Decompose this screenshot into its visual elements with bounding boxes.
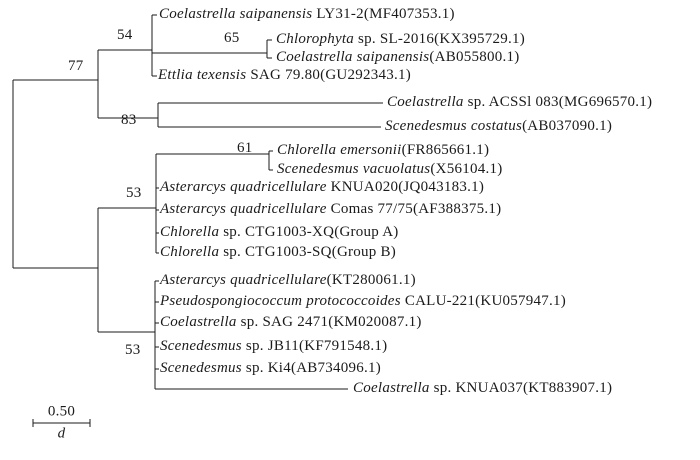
bootstrap-value: 61 <box>237 140 253 157</box>
taxon-scientific-name: Chlorella <box>160 244 220 261</box>
taxon-strain-accession: sp. ACSSl 083(MG696570.1) <box>463 94 653 111</box>
taxon-strain-accession: SAG 79.80(GU292343.1) <box>246 67 411 84</box>
taxon-scientific-name: Coelastrella <box>160 314 237 331</box>
taxon-scientific-name: Asterarcys quadricellulare <box>160 179 327 196</box>
taxon-scientific-name: Chlorophyta <box>276 31 355 48</box>
taxon-strain-accession: sp. CTG1003-XQ(Group A) <box>219 224 399 241</box>
bootstrap-value: 77 <box>68 58 84 75</box>
taxon-label <box>160 294 566 309</box>
taxon-strain-accession: sp. SL-2016(KX395729.1) <box>354 31 526 48</box>
taxon-strain-accession: sp. CTG1003-SQ(Group B) <box>219 244 397 261</box>
taxon-scientific-name: Asterarcys quadricellulare <box>160 272 327 289</box>
bootstrap-value: 54 <box>117 27 133 44</box>
taxon-label <box>277 143 489 158</box>
taxon-scientific-name: Pseudospongiococcum protococcoides <box>160 293 401 310</box>
taxon-label <box>276 32 525 47</box>
taxon-label <box>160 180 484 195</box>
taxon-label <box>160 245 396 260</box>
taxon-strain-accession: sp. KNUA037(KT883907.1) <box>429 380 613 397</box>
taxon-label <box>159 7 455 22</box>
taxon-label <box>160 202 501 217</box>
taxon-label <box>160 361 381 376</box>
taxon-scientific-name: Coelastrella saipanensis <box>159 6 313 23</box>
taxon-label <box>160 225 399 240</box>
taxon-strain-accession: (FR865661.1) <box>401 142 490 159</box>
taxon-strain-accession: KNUA020(JQ043183.1) <box>326 179 485 196</box>
bootstrap-value: 65 <box>224 30 240 47</box>
taxon-strain-accession: Comas 77/75(AF388375.1) <box>326 201 502 218</box>
taxon-strain-accession: (X56104.1) <box>430 161 503 178</box>
taxon-strain-accession: sp. SAG 2471(KM020087.1) <box>236 314 422 331</box>
scale-bar-value: 0.50 <box>47 403 76 420</box>
taxon-label <box>160 315 422 330</box>
bootstrap-value: 83 <box>121 112 137 129</box>
taxon-strain-accession: sp. Ki4(AB734096.1) <box>241 360 382 377</box>
taxon-label <box>160 273 416 288</box>
taxon-scientific-name: Coelastrella <box>387 94 464 111</box>
taxon-label <box>276 50 519 65</box>
taxon-scientific-name: Coelastrella <box>353 380 430 397</box>
taxon-strain-accession: (AB037090.1) <box>522 118 613 135</box>
bootstrap-value: 53 <box>126 185 142 202</box>
taxon-label <box>353 381 612 396</box>
taxon-label <box>277 162 502 177</box>
taxon-scientific-name: Asterarcys quadricellulare <box>160 201 327 218</box>
taxon-strain-accession: CALU-221(KU057947.1) <box>400 293 567 310</box>
taxon-scientific-name: Scenedesmus <box>160 360 242 377</box>
taxon-scientific-name: Scenedesmus vacuolatus <box>277 161 431 178</box>
taxon-scientific-name: Chlorella emersonii <box>277 142 402 159</box>
scale-bar-unit: d <box>57 425 66 442</box>
bootstrap-value: 53 <box>125 342 141 359</box>
taxon-strain-accession: (KT280061.1) <box>326 272 416 289</box>
taxon-scientific-name: Ettlia texensis <box>158 67 247 84</box>
taxon-scientific-name: Scenedesmus costatus <box>385 118 523 135</box>
taxon-strain-accession: sp. JB11(KF791548.1) <box>241 338 388 355</box>
taxon-label <box>387 95 652 110</box>
taxon-scientific-name: Chlorella <box>160 224 220 241</box>
taxon-strain-accession: (AB055800.1) <box>429 49 520 66</box>
taxon-scientific-name: Scenedesmus <box>160 338 242 355</box>
taxon-label <box>385 119 612 134</box>
taxon-label <box>158 68 411 83</box>
taxon-label <box>160 339 387 354</box>
taxon-strain-accession: LY31-2(MF407353.1) <box>312 6 455 23</box>
taxon-scientific-name: Coelastrella saipanensis <box>276 49 430 66</box>
